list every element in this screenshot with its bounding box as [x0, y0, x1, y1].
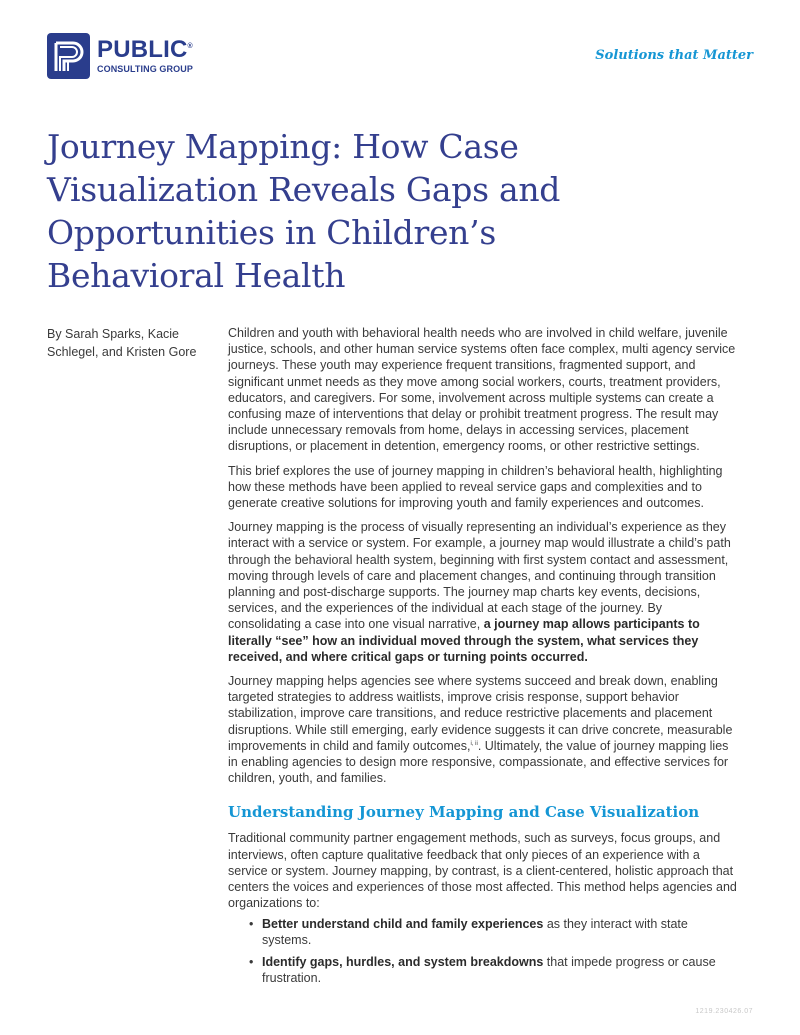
footnote-reference[interactable]: i, ii — [470, 740, 478, 747]
document-code: 1219.230426.07 — [695, 1008, 753, 1015]
byline: By Sarah Sparks, Kacie Schlegel, and Kristen Gore — [47, 327, 197, 359]
page-title: Journey Mapping: How Case Visualization Reveals Gaps and Opportunities in Children’s Behavioral Health — [47, 127, 561, 295]
list-item — [228, 954, 738, 986]
logo-subtitle: CONSULTING GROUP — [97, 64, 193, 74]
benefits-text-rest: . Ultimately, the value of journey mapping lies in enabling agencies to design more responsive, compassionate, and effective services for children, youth, and families. — [228, 738, 729, 786]
definition-emphasis: a journey map allows participants to literally “see” how an individual moved through the system, what services they received, and where critical gaps or turning points occurred. — [228, 617, 700, 664]
bullet-text: that impede progress or cause frustration. — [262, 954, 716, 986]
bullet-bold: Better understand child and family experiences — [262, 916, 544, 931]
bullet-bold: Identify gaps, hurdles, and system breakdowns — [262, 954, 544, 969]
intro-paragraph: Children and youth with behavioral health needs who are involved in child welfare, juvenile justice, schools, and other human service systems often face complex, multi agency service journeys. These youth may experience frequent transitions, fragmented support, and significant unmet needs as they move among social workers, courts, treatment providers, educators, and caregivers. For some, involvement across multiple systems can create a confusing maze of interventions that delay or prohibit treatment progress. The result may include unnecessary removals from home, delays in accessing services, placement disruptions, or placement in detention, emergency rooms, or other restrictive settings. — [228, 326, 736, 454]
benefits-text: Journey mapping helps agencies see where systems succeed and break down, enabling targeted strategies to address waitlists, improve crisis response, support behavior stabilization, improve care transitions, and reduce restrictive placements and placement disruptions. While still emerging, early evidence suggests it can drive concrete, measurable improvements in child and family outcomes, — [228, 674, 733, 753]
logo-word: PUBLIC — [97, 36, 188, 63]
section-heading: Understanding Journey Mapping and Case Visualization — [228, 803, 700, 822]
brief-purpose-paragraph: This brief explores the use of journey mapping in children’s behavioral health, highlighting how these methods have been applied to reveal service gaps and complexities and to generate creative solutions for improving youth and family experiences and outcomes. — [228, 463, 723, 511]
pcg-logo — [47, 33, 193, 79]
methods-paragraph: Traditional community partner engagement methods, such as surveys, focus groups, and interviews, often capture qualitative feedback that only pieces of an experience with a service or system. Journey mapping, by contrast, is a client-centered, holistic approach that centers the voices and experiences of those most affected. This method helps agencies and organizations to: — [228, 831, 737, 911]
bullet-icon: • — [249, 916, 254, 931]
bullet-list — [228, 916, 738, 987]
list-item — [228, 916, 738, 948]
tagline: Solutions that Matter — [595, 48, 753, 63]
definition-text: Journey mapping is the process of visually representing an individual’s experience as they interact with a service or system. For example, a journey map would illustrate a child’s path through the behavioral health system, beginning with first system contact and assessment, moving through levels of care and placement changes, and continuing through transition planning and post-discharge supports. The journey map charts key events, decisions, services, and the experiences of the individual at each stage of the journey. By consolidating a case into one visual narrative, — [228, 520, 731, 632]
body-column — [228, 325, 738, 992]
benefits-paragraph — [228, 673, 738, 786]
pcg-logo-icon — [47, 33, 90, 79]
bullet-text: as they interact with state systems. — [262, 916, 688, 947]
definition-paragraph — [228, 519, 738, 665]
bullet-icon: • — [249, 954, 254, 969]
logo-registered-mark: ® — [187, 43, 193, 50]
